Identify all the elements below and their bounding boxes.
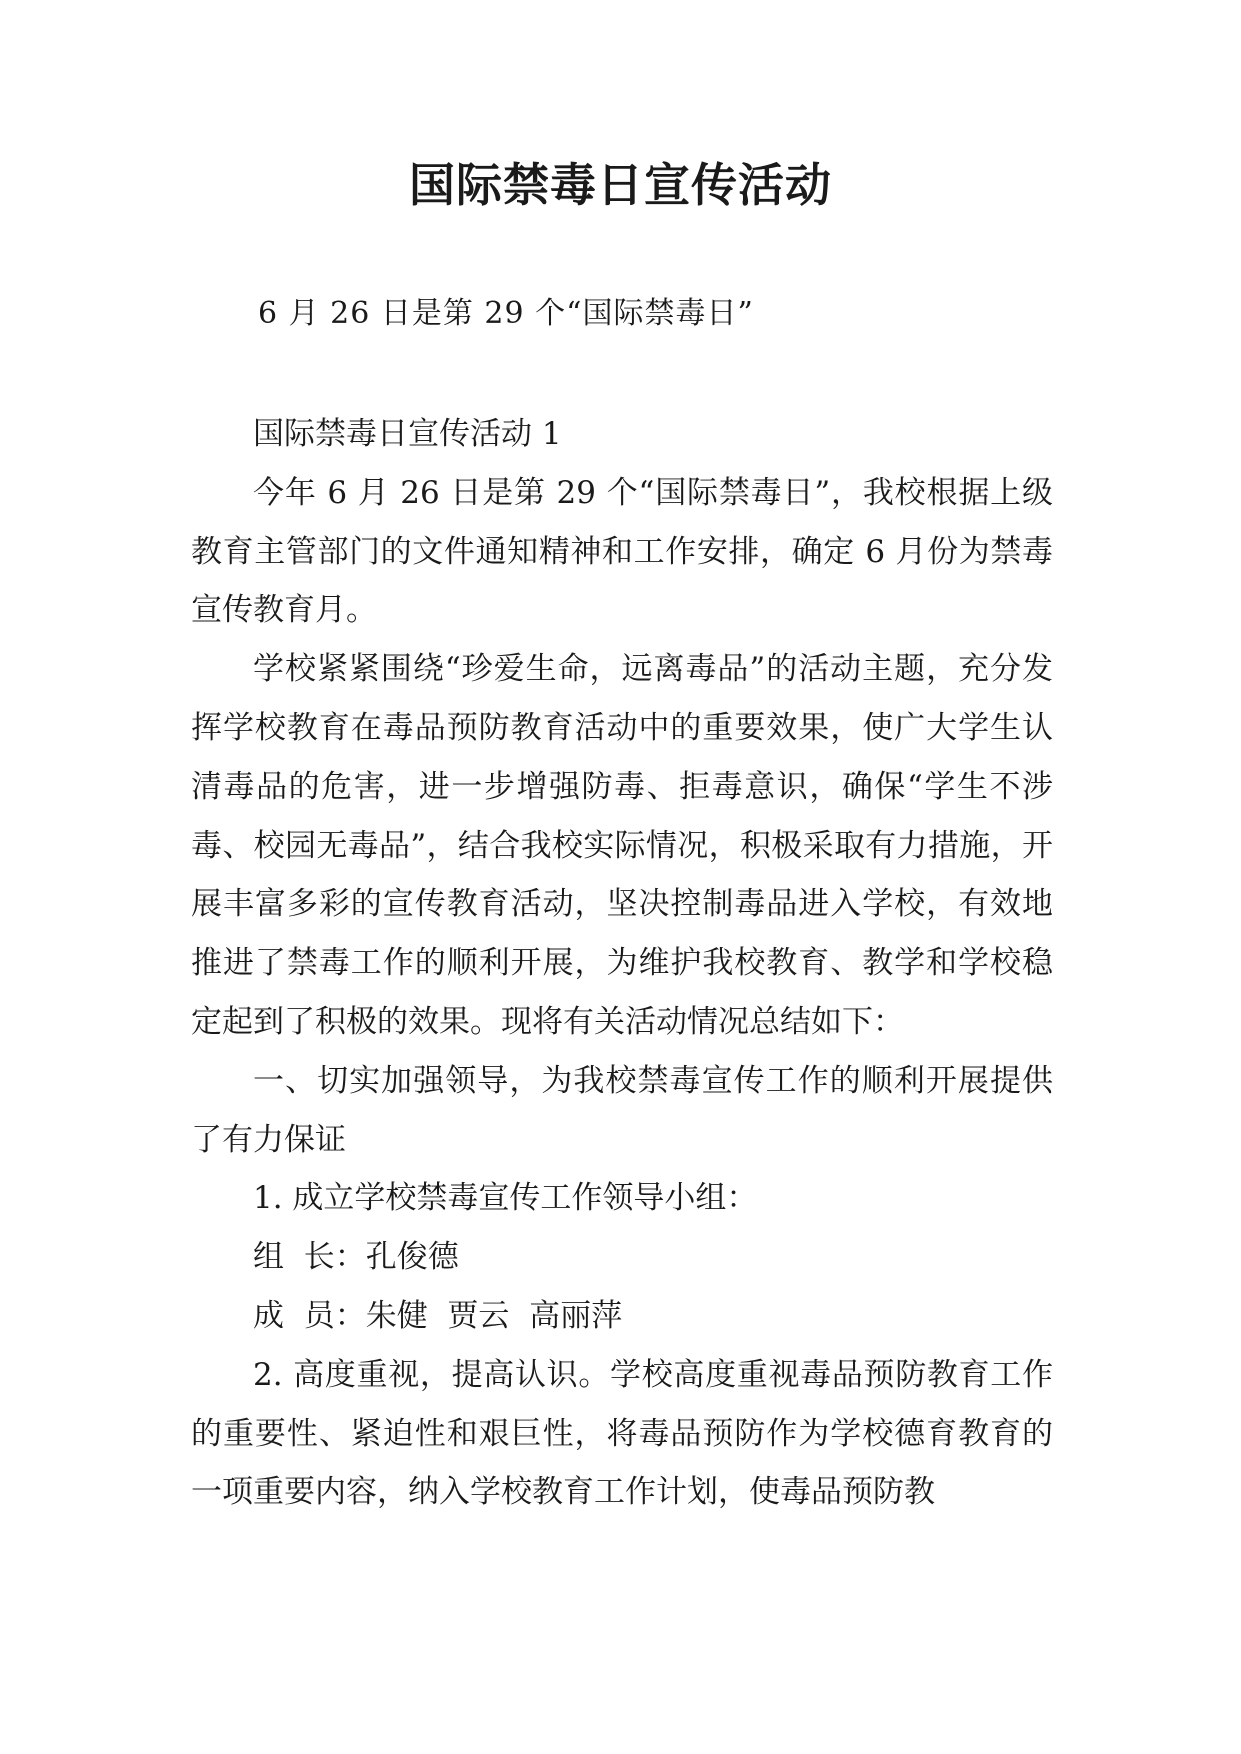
document-subtitle: 6 月 26 日是第 29 个“国际禁毒日” xyxy=(258,296,754,331)
members-line: 成 员：朱健 贾云 高丽萍 xyxy=(253,1297,623,1334)
list-item: 1. 成立学校禁毒宣传工作领导小组： xyxy=(253,1180,758,1217)
leader-line: 组 长：孔俊德 xyxy=(253,1239,459,1276)
paragraph: 学校紧紧围绕“珍爱生命，远离毒品”的活动主题，充分发挥学校教育在毒品预防教育活动中的重要效果，使广大学生认清毒品的危害，进一步增强防毒、拒毒意识，确保“学生不涉毒、校园无毒品”，结合我校实际情况，积极采取有力措施，开展丰富多彩的宣传教育活动，坚决控制毒品进入学校，有效地推进了禁毒工作的顺利开展，为维护我校教育、教学和学校稳定起到了积极的效果。现将有关活动情况总结如下： xyxy=(191,651,1053,1040)
section-heading: 国际禁毒日宣传活动 1 xyxy=(253,416,562,452)
paragraph: 2. 高度重视，提高认识。学校高度重视毒品预防教育工作的重要性、紧迫性和艰巨性，将毒品预防作为学校德育教育的一项重要内容，纳入学校教育工作计划，使毒品预防教 xyxy=(191,1356,1053,1511)
paragraph: 今年 6 月 26 日是第 29 个“国际禁毒日”，我校根据上级教育主管部门的文件通知精神和工作安排，确定 6 月份为禁毒宣传教育月。 xyxy=(191,474,1053,629)
paragraph: 一、切实加强领导，为我校禁毒宣传工作的顺利开展提供了有力保证 xyxy=(191,1062,1053,1158)
document-body xyxy=(191,405,1053,1522)
document-title: 国际禁毒日宣传活动 xyxy=(409,158,832,212)
